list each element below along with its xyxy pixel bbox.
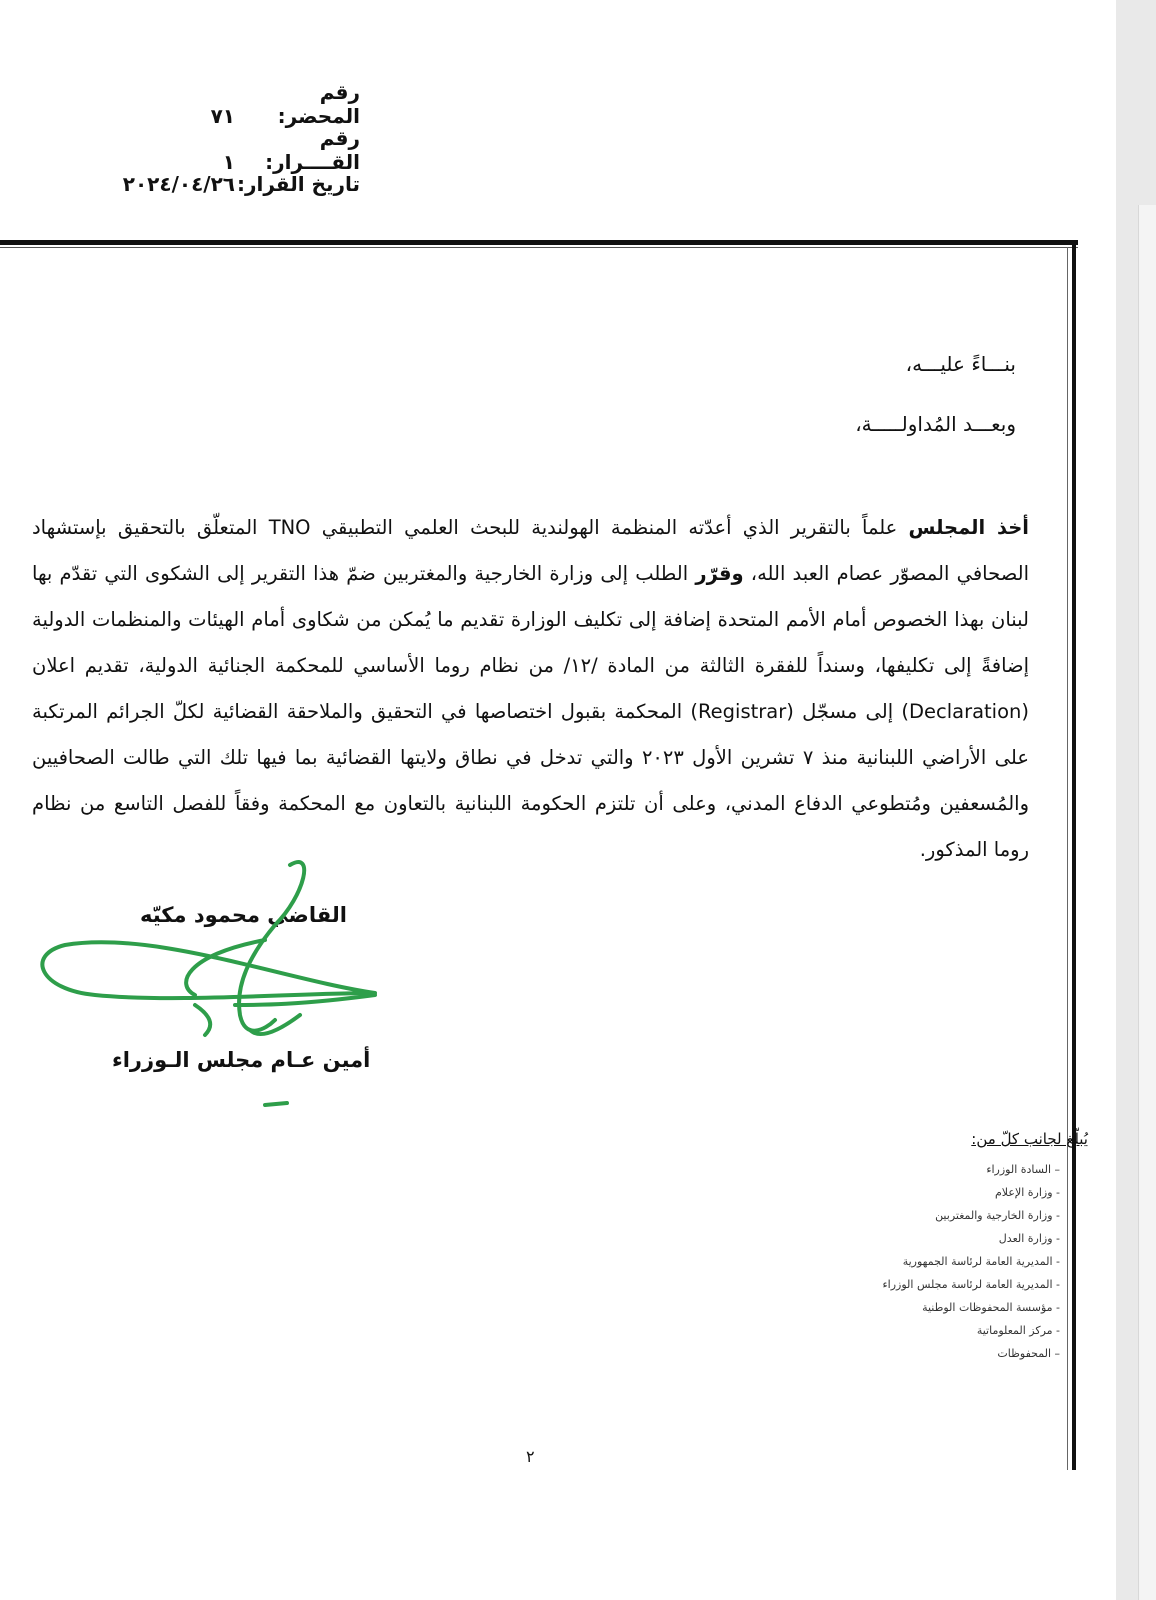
minutes-value: ٧١ [210,104,235,128]
decision-date [40,172,360,196]
signatory-name: القاضي محمود مكيّه [140,903,347,927]
list-item: - مركز المعلوماتية [976,1324,1060,1337]
viewer-edge [1116,0,1156,1600]
paragraph-text-1: علماً بالتقرير الذي أعدّته المنظمة الهولندية للبحث العلمي التطبيقي TNO المتعلّق بالتحقيق بإستشهاد الصحافي المصوّر عصام العبد الله، [32,516,1029,585]
minutes-number [40,80,360,128]
bold-decided: وقرّر [695,562,744,585]
list-item: – السادة الوزراء [986,1163,1060,1176]
list-item: - وزارة العدل [998,1232,1060,1245]
border-top [0,240,1078,245]
list-item: – المحفوظات [997,1347,1060,1360]
bold-council: أخذ المجلس [908,516,1029,539]
border-right [1072,240,1076,1470]
list-item: - المديرية العامة لرئاسة مجلس الوزراء [882,1278,1060,1291]
minutes-label: رقم المحضر: [277,80,360,128]
signatory-title: أمين عـام مجلس الـوزراء [112,1048,371,1072]
distribution-list [882,1130,1088,1365]
decision-value: ١ [222,150,235,174]
paragraph-text-2: الطلب إلى وزارة الخارجية والمغتربين ضمّ هذا التقرير إلى الشكوى التي تقدّم بها لبنان بهذا الخصوص أمام الأمم المتحدة إضافة إلى تكليف الوزارة تقديم ما يُمكن من شكاوى أمام الهيئات والمنظمات الدولية إضافةً إلى تكليفها، وسنداً للفقرة الثالثة من المادة /١٢/ من نظام روما الأساسي للمحكمة الجنائية الدولية، تقديم اعلان (Declaration) إلى مسجّل (Registrar) المحكمة بقبول اختصاصها في التحقيق والملاحقة القضائية لكلّ الجرائم المرتكبة على الأراضي اللبنانية منذ ٧ تشرين الأول ٢٠٢٣ والتي تدخل في نطاق ولايتها القضائية بما فيها تلك التي طالت الصحافيين والمُسعفين ومُتطوعي الدفاع المدني، وعلى أن تلتزم الحكومة اللبنانية بالتعاون مع المحكمة وفقاً للفصل التاسع من نظام روما المذكور. [32,562,1030,861]
page-number: ٢ [526,1447,535,1466]
list-item: - وزارة الخارجية والمغتربين [935,1209,1060,1222]
date-value: ٢٠٢٤/٠٤/٢٦ [122,172,235,196]
list-item: - المديرية العامة لرئاسة الجمهورية [902,1255,1060,1268]
decision-paragraph [32,505,1029,873]
handwritten-signature [35,855,395,1115]
list-item: - وزارة الإعلام [995,1186,1060,1199]
decision-label: رقم القــــرار: [265,126,360,174]
distribution-heading: يُبلّغ لجانب كلّ من: [971,1130,1088,1148]
border-right-inner [1067,247,1068,1470]
list-item: - مؤسسة المحفوظات الوطنية [922,1301,1060,1314]
decision-number [40,126,360,174]
scrollbar[interactable] [1138,205,1156,1600]
intro-line-2: وبعـــد المُداولـــــة، [855,412,1016,436]
date-label: تاريخ القرار: [237,172,360,196]
border-top-inner [0,247,1078,248]
intro-line-1: بنـــاءً عليـــه، [905,352,1016,376]
